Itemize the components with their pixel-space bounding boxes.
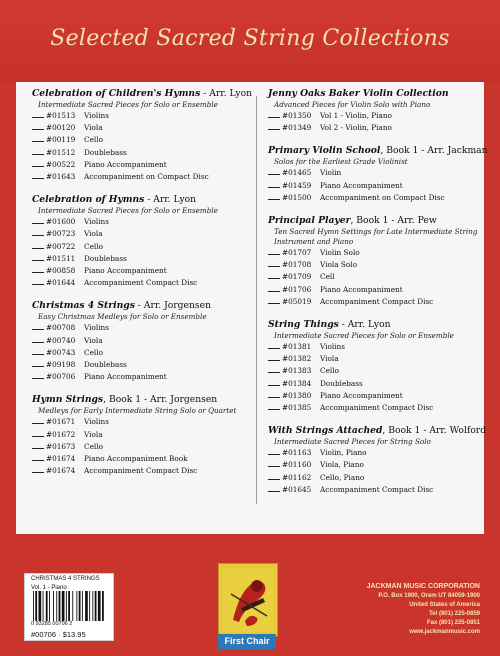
catalog-number: #01465 bbox=[282, 168, 312, 178]
item-label: Doublebass bbox=[84, 147, 127, 157]
collection-title bbox=[32, 88, 253, 100]
order-blank bbox=[268, 296, 280, 304]
collection-description: Easy Christmas Medleys for Solo or Ensemble bbox=[38, 312, 207, 322]
catalog-item bbox=[268, 192, 478, 204]
order-blank bbox=[32, 429, 44, 437]
catalog-item bbox=[32, 159, 247, 171]
item-label: Violin bbox=[320, 168, 342, 178]
barcode-tag bbox=[24, 573, 114, 641]
item-label: Vol 2 - Violin, Piano bbox=[320, 123, 392, 133]
order-blank bbox=[32, 159, 44, 167]
order-blank bbox=[32, 277, 44, 285]
catalog-number: #01674 bbox=[46, 466, 76, 476]
catalog-number: #00120 bbox=[46, 123, 76, 133]
catalog-item bbox=[32, 416, 247, 428]
collection-entry bbox=[32, 394, 247, 477]
catalog-item bbox=[32, 110, 247, 122]
barcode-bar bbox=[102, 591, 104, 621]
catalog-item bbox=[32, 347, 247, 359]
barcode-bar bbox=[92, 591, 93, 621]
order-blank bbox=[32, 465, 44, 473]
catalog-item bbox=[32, 371, 247, 383]
catalog-number: #01459 bbox=[282, 180, 312, 190]
barcode-bar bbox=[98, 591, 101, 621]
item-label: Cello bbox=[84, 347, 103, 357]
item-label: Accompaniment Compact Disc bbox=[320, 403, 434, 413]
catalog-item bbox=[32, 441, 247, 453]
collection-description: Intermediate Sacred Pieces for String Solo bbox=[274, 437, 431, 447]
publisher-line: Tel (801) 225-0859 bbox=[429, 611, 480, 617]
first-chair-logo bbox=[218, 563, 276, 649]
publisher-info bbox=[367, 582, 480, 637]
item-label: Accompaniment Compact Disc bbox=[84, 466, 198, 476]
catalog-number: #01674 bbox=[46, 454, 76, 464]
collection-name: Principal Player bbox=[268, 215, 351, 227]
order-blank bbox=[268, 180, 280, 188]
catalog-number: #01384 bbox=[282, 378, 312, 388]
catalog-number: #01707 bbox=[282, 248, 312, 258]
catalog-item bbox=[268, 353, 478, 365]
catalog-item bbox=[32, 241, 247, 253]
item-label: Piano Accompaniment bbox=[320, 180, 403, 190]
catalog-number: #01513 bbox=[46, 111, 76, 120]
order-blank bbox=[268, 459, 280, 467]
catalog-item bbox=[268, 378, 478, 390]
collection-arranger: - Arr. Lyon bbox=[200, 88, 253, 99]
collection-entry bbox=[32, 300, 247, 383]
catalog-number: #01385 bbox=[282, 403, 312, 413]
item-label: Violins bbox=[84, 217, 109, 227]
catalog-item bbox=[268, 341, 478, 353]
barcode-bar bbox=[56, 591, 57, 621]
order-blank bbox=[32, 253, 44, 261]
collection-description: Intermediate Sacred Pieces for Solo or Ensemble bbox=[274, 331, 454, 341]
order-blank bbox=[268, 259, 280, 267]
catalog-item bbox=[32, 335, 247, 347]
collection-arranger: , Book 1 - Arr. Jorgensen bbox=[103, 394, 218, 406]
order-blank bbox=[268, 122, 280, 130]
order-blank bbox=[268, 247, 280, 255]
order-blank bbox=[268, 284, 280, 292]
collection-entry bbox=[268, 88, 478, 134]
catalog-item bbox=[32, 122, 247, 134]
collection-name: Primary Violin School bbox=[268, 145, 381, 157]
order-blank bbox=[32, 371, 44, 379]
barcode-title: CHRISTMAS 4 STRINGS bbox=[31, 576, 100, 582]
violin-player-icon bbox=[219, 564, 277, 636]
catalog-number: #01645 bbox=[282, 484, 312, 494]
barcode-bar bbox=[59, 591, 61, 621]
logo-label: First Chair bbox=[218, 634, 276, 649]
order-blank bbox=[268, 110, 280, 118]
catalog-item bbox=[268, 247, 478, 259]
barcode-digits: 0 93285 00706 2 bbox=[31, 621, 73, 627]
order-blank bbox=[32, 441, 44, 449]
page-title: Selected Sacred String Collections bbox=[50, 26, 450, 51]
order-blank bbox=[32, 147, 44, 155]
item-label: Doublebass bbox=[84, 253, 127, 263]
item-label: Piano Accompaniment bbox=[84, 159, 167, 169]
catalog-number: #01706 bbox=[282, 284, 312, 294]
item-label: Viola bbox=[84, 335, 103, 345]
barcode-bar bbox=[79, 591, 81, 621]
catalog-item bbox=[268, 284, 478, 296]
catalog-item bbox=[32, 228, 247, 240]
item-label: Cello bbox=[84, 241, 103, 251]
order-blank bbox=[268, 271, 280, 279]
order-blank bbox=[268, 192, 280, 200]
item-label: Viola bbox=[84, 229, 103, 239]
order-blank bbox=[268, 484, 280, 492]
order-blank bbox=[32, 453, 44, 461]
catalog-number: #01349 bbox=[282, 123, 312, 133]
catalog-number: #01673 bbox=[46, 441, 76, 451]
left-column bbox=[32, 88, 253, 488]
catalog-panel bbox=[16, 82, 488, 534]
collection-name: Celebration of Hymns bbox=[32, 194, 145, 206]
collection-title bbox=[268, 319, 478, 331]
collection-description: Intermediate Sacred Pieces for Solo or Ensemble bbox=[38, 206, 218, 216]
item-label: Violins bbox=[84, 323, 109, 333]
collection-description: Intermediate Sacred Pieces for Solo or Ensemble bbox=[38, 100, 218, 109]
catalog-number: #00706 bbox=[46, 372, 76, 382]
item-label: Piano Accompaniment bbox=[84, 266, 167, 276]
collection-arranger: - Arr. Lyon bbox=[338, 319, 391, 331]
order-blank bbox=[32, 416, 44, 424]
collection-entry bbox=[268, 319, 478, 414]
collection-title bbox=[268, 145, 488, 157]
catalog-item bbox=[32, 359, 247, 371]
collection-title bbox=[32, 300, 247, 312]
catalog-number: #00708 bbox=[46, 323, 76, 333]
item-label: Viola, Piano bbox=[320, 460, 364, 470]
catalog-item bbox=[32, 465, 247, 477]
publisher-name: JACKMAN MUSIC CORPORATION bbox=[366, 583, 480, 590]
barcode-bar bbox=[68, 591, 70, 621]
barcode-bar bbox=[76, 591, 77, 621]
barcode-bar bbox=[95, 591, 97, 621]
catalog-item bbox=[268, 402, 478, 414]
catalog-item bbox=[32, 216, 247, 228]
catalog-number: #01500 bbox=[282, 192, 312, 202]
order-blank bbox=[32, 110, 44, 118]
catalog-item bbox=[32, 134, 247, 146]
item-label: Cello bbox=[84, 135, 103, 145]
order-blank bbox=[32, 241, 44, 249]
item-label: Viola bbox=[320, 354, 339, 364]
catalog-number: #01160 bbox=[282, 460, 312, 470]
catalog-item bbox=[32, 277, 247, 289]
item-label: Accompaniment Compact Disc bbox=[320, 296, 434, 306]
collection-name: With Strings Attached bbox=[268, 425, 383, 437]
item-label: Violins bbox=[84, 417, 109, 427]
barcode-bar bbox=[46, 591, 48, 621]
catalog-number: #01643 bbox=[46, 172, 76, 182]
item-label: Accompaniment Compact Disc bbox=[84, 278, 198, 288]
collection-description: Advanced Pieces for Violin Solo with Piano bbox=[274, 100, 431, 109]
barcode-bar bbox=[33, 591, 34, 621]
item-label: Piano Accompaniment Book bbox=[84, 454, 188, 464]
item-label: Piano Accompaniment bbox=[320, 284, 403, 294]
catalog-item bbox=[32, 322, 247, 334]
collection-description: Medleys for Early Intermediate String Solo or Quartet bbox=[38, 406, 237, 416]
publisher-line: www.jackmanmusic.com bbox=[409, 629, 480, 635]
collection-arranger: , Book 1 - Arr. Wolford bbox=[382, 425, 487, 437]
collection-name: Hymn Strings bbox=[32, 394, 104, 406]
item-label: Doublebass bbox=[320, 378, 363, 388]
catalog-item bbox=[268, 110, 478, 122]
item-label: Piano Accompaniment bbox=[84, 372, 167, 382]
barcode-price: #00706 · $13.95 bbox=[31, 630, 86, 639]
order-blank bbox=[268, 447, 280, 455]
barcode-subtitle: Vol. 1 - Piano bbox=[31, 585, 67, 591]
item-label: Vol 1 - Violin, Piano bbox=[320, 111, 392, 120]
catalog-number: #01350 bbox=[282, 111, 312, 120]
catalog-number: #09198 bbox=[46, 360, 76, 370]
order-blank bbox=[32, 134, 44, 142]
item-label: Accompaniment Compact Disc bbox=[320, 484, 434, 494]
order-blank bbox=[268, 378, 280, 386]
catalog-item bbox=[268, 180, 478, 192]
collection-name: String Things bbox=[268, 319, 339, 331]
order-blank bbox=[268, 167, 280, 175]
catalog-number: #01382 bbox=[282, 354, 312, 364]
catalog-number: #01511 bbox=[46, 253, 76, 263]
catalog-item bbox=[32, 147, 247, 159]
catalog-item bbox=[268, 447, 478, 459]
order-blank bbox=[32, 265, 44, 273]
barcode-bar bbox=[62, 591, 65, 621]
collection-entry bbox=[32, 88, 253, 183]
publisher-line: United States of America bbox=[409, 602, 480, 608]
item-label: Viola Solo bbox=[320, 260, 357, 270]
catalog-number: #01672 bbox=[46, 429, 76, 439]
catalog-item bbox=[268, 365, 478, 377]
catalog-item bbox=[268, 296, 478, 308]
collection-title bbox=[268, 425, 487, 437]
order-blank bbox=[32, 347, 44, 355]
barcode-bar bbox=[35, 591, 37, 621]
order-blank bbox=[32, 171, 44, 179]
catalog-item bbox=[268, 459, 478, 471]
catalog-number: #01163 bbox=[282, 448, 312, 458]
catalog-item bbox=[32, 265, 247, 277]
catalog-number: #00522 bbox=[46, 159, 76, 169]
catalog-number: #01380 bbox=[282, 390, 312, 400]
collection-entry bbox=[268, 145, 488, 204]
catalog-item bbox=[268, 259, 478, 271]
item-label: Cello, Piano bbox=[320, 472, 365, 482]
collection-name: Christmas 4 Strings bbox=[32, 300, 135, 312]
catalog-number: #01512 bbox=[46, 147, 76, 157]
catalog-number: #00858 bbox=[46, 266, 76, 276]
order-blank bbox=[32, 359, 44, 367]
barcode-bar bbox=[82, 591, 83, 621]
collection-arranger: , Book 1 - Arr. Pew bbox=[350, 215, 437, 227]
barcode-bar bbox=[39, 591, 42, 621]
item-label: Viola bbox=[84, 123, 103, 133]
item-label: Violins bbox=[320, 342, 345, 352]
right-column bbox=[268, 88, 488, 507]
catalog-item bbox=[32, 429, 247, 441]
collection-title bbox=[268, 88, 478, 100]
column-divider bbox=[256, 96, 257, 504]
catalog-item bbox=[268, 484, 478, 496]
item-label: Viola bbox=[84, 429, 103, 439]
barcode-bar bbox=[53, 591, 54, 621]
collection-arranger: - Arr. Jorgensen bbox=[134, 300, 211, 312]
catalog-item bbox=[268, 271, 478, 283]
publisher-line: P.O. Box 1900, Orem UT 84059-1900 bbox=[378, 593, 480, 599]
catalog-number: #01381 bbox=[282, 342, 312, 352]
barcode-bar bbox=[72, 591, 73, 621]
item-label: Cell bbox=[320, 272, 335, 282]
collection-name: Jenny Oaks Baker Violin Collection bbox=[268, 88, 449, 99]
collection-arranger: , Book 1 - Arr. Jackman bbox=[380, 145, 488, 157]
order-blank bbox=[268, 390, 280, 398]
item-label: Doublebass bbox=[84, 360, 127, 370]
catalog-item bbox=[268, 472, 478, 484]
collection-title bbox=[32, 194, 247, 206]
catalog-item bbox=[32, 253, 247, 265]
order-blank bbox=[268, 365, 280, 373]
collection-description: Solos for the Earliest Grade Violinist bbox=[274, 157, 408, 167]
catalog-item bbox=[268, 390, 478, 402]
catalog-number: #01644 bbox=[46, 278, 76, 288]
catalog-number: #01383 bbox=[282, 366, 312, 376]
item-label: Violin Solo bbox=[320, 248, 360, 258]
logo-art bbox=[218, 563, 278, 637]
barcode-bars bbox=[33, 591, 107, 621]
item-label: Violin, Piano bbox=[320, 448, 367, 458]
catalog-number: #01708 bbox=[282, 260, 312, 270]
item-label: Accompaniment on Compact Disc bbox=[84, 172, 209, 182]
item-label: Violins bbox=[84, 111, 109, 120]
collection-name: Celebration of Children's Hymns bbox=[32, 88, 201, 99]
catalog-number: #00740 bbox=[46, 335, 76, 345]
catalog-number: #01709 bbox=[282, 272, 312, 282]
catalog-item bbox=[32, 453, 247, 465]
catalog-item bbox=[32, 171, 247, 183]
item-label: Cello bbox=[84, 441, 103, 451]
collection-description: Ten Sacred Hymn Settings for Late Intermediate String Instrument and Piano bbox=[274, 227, 478, 247]
order-blank bbox=[32, 122, 44, 130]
order-blank bbox=[268, 402, 280, 410]
catalog-number: #00119 bbox=[46, 135, 76, 145]
catalog-number: #00722 bbox=[46, 241, 76, 251]
order-blank bbox=[268, 353, 280, 361]
collection-entry bbox=[268, 425, 487, 496]
catalog-item bbox=[268, 122, 478, 134]
order-blank bbox=[32, 216, 44, 224]
barcode-bar bbox=[43, 591, 44, 621]
barcode-bar bbox=[66, 591, 67, 621]
collection-entry bbox=[32, 194, 247, 289]
order-blank bbox=[268, 341, 280, 349]
catalog-number: #01162 bbox=[282, 472, 312, 482]
publisher-line: Fax (801) 225-0851 bbox=[426, 620, 480, 626]
order-blank bbox=[32, 335, 44, 343]
collection-arranger: - Arr. Lyon bbox=[144, 194, 197, 206]
item-label: Accompaniment on Compact Disc bbox=[320, 192, 445, 202]
collection-entry bbox=[268, 215, 478, 308]
collection-title bbox=[268, 215, 478, 227]
order-blank bbox=[32, 322, 44, 330]
catalog-number: #05019 bbox=[282, 296, 312, 306]
item-label: Piano Accompaniment bbox=[320, 390, 403, 400]
catalog-number: #01671 bbox=[46, 417, 76, 427]
catalog-number: #00723 bbox=[46, 229, 76, 239]
barcode-bar bbox=[49, 591, 50, 621]
catalog-number: #00743 bbox=[46, 347, 76, 357]
item-label: Cello bbox=[320, 366, 339, 376]
catalog-item bbox=[268, 167, 478, 179]
barcode-bar bbox=[89, 591, 90, 621]
catalog-number: #01600 bbox=[46, 217, 76, 227]
collection-title bbox=[32, 394, 247, 406]
order-blank bbox=[268, 472, 280, 480]
order-blank bbox=[32, 228, 44, 236]
barcode-bar bbox=[85, 591, 88, 621]
